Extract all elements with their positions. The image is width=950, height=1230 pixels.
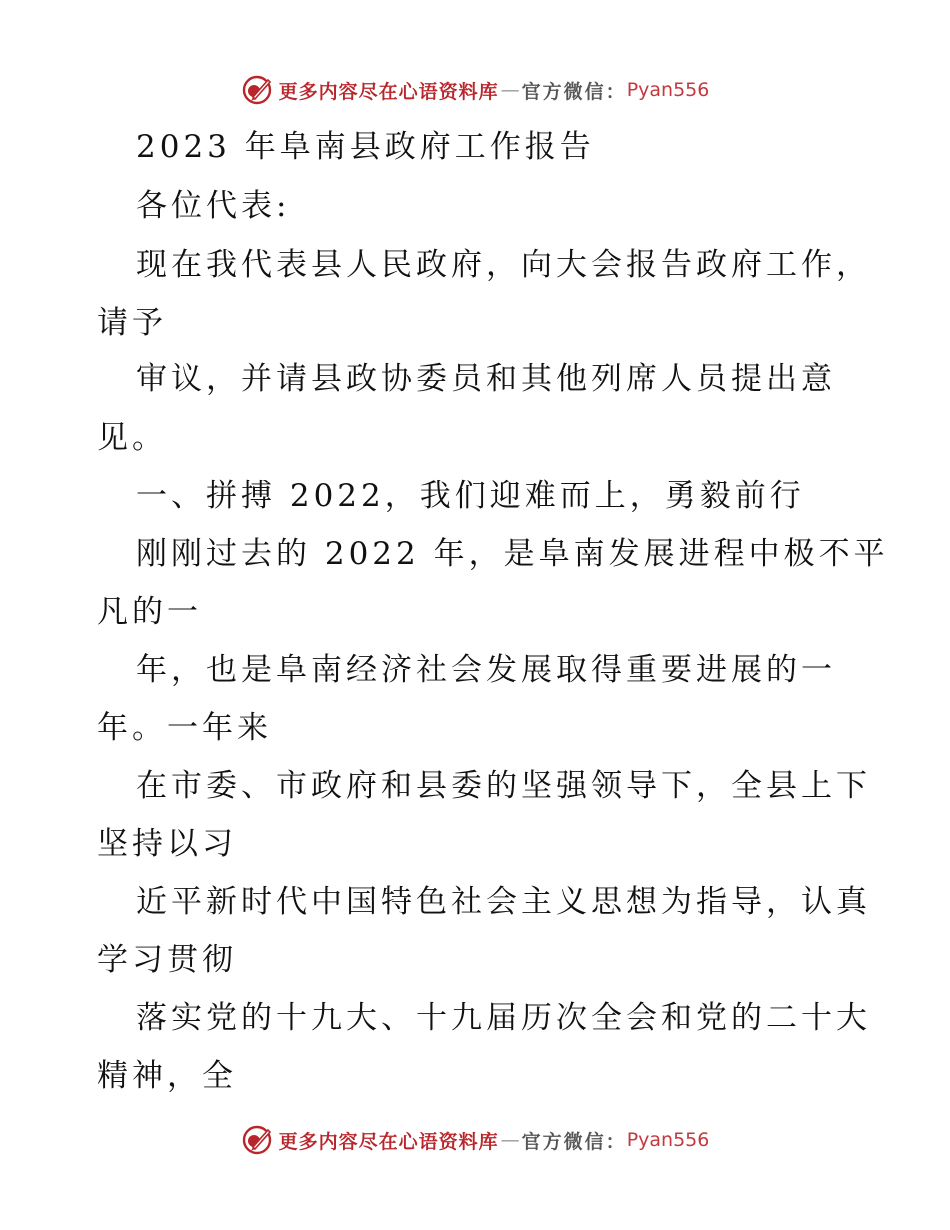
paragraph-line: 落实党的十九大、十九届历次全会和党的二十大 bbox=[136, 1000, 871, 1036]
watermark-slogan: 更多内容尽在心语资料库 bbox=[278, 80, 499, 103]
section-heading: 一、拼搏 2022，我们迎难而上，勇毅前行 bbox=[136, 478, 805, 514]
paragraph-line: 年。一年来 bbox=[97, 710, 272, 746]
watermark-wechat-label: 官方微信： bbox=[521, 80, 627, 103]
paragraph-line: 学习贯彻 bbox=[97, 942, 237, 978]
paragraph-line: 年，也是阜南经济社会发展取得重要进展的一 bbox=[136, 652, 836, 688]
paragraph-line: 在市委、市政府和县委的坚强领导下，全县上下 bbox=[136, 768, 871, 804]
paragraph-line: 近平新时代中国特色社会主义思想为指导，认真 bbox=[136, 884, 871, 920]
paragraph-line: 请予 bbox=[97, 305, 167, 341]
pen-logo-icon bbox=[241, 1124, 273, 1156]
watermark-wechat-id: Pyan556 bbox=[626, 1129, 710, 1151]
watermark-dash: — bbox=[500, 1129, 520, 1151]
pen-logo-icon bbox=[241, 74, 273, 106]
watermark-slogan: 更多内容尽在心语资料库 bbox=[278, 1130, 499, 1153]
paragraph-line: 审议，并请县政协委员和其他列席人员提出意 bbox=[136, 361, 836, 397]
paragraph-line: 见。 bbox=[97, 420, 167, 456]
paragraph-line: 精神，全 bbox=[97, 1058, 237, 1094]
watermark-wechat-label: 官方微信： bbox=[521, 1130, 627, 1153]
paragraph-line: 现在我代表县人民政府，向大会报告政府工作， bbox=[136, 247, 871, 283]
watermark-header bbox=[0, 70, 950, 110]
watermark-dash: — bbox=[500, 79, 520, 101]
watermark-wechat-id: Pyan556 bbox=[626, 79, 710, 101]
salutation: 各位代表: bbox=[136, 188, 291, 224]
document-title: 2023 年阜南县政府工作报告 bbox=[136, 129, 595, 165]
paragraph-line: 坚持以习 bbox=[97, 826, 237, 862]
paragraph-line: 凡的一 bbox=[97, 594, 202, 630]
paragraph-line: 刚刚过去的 2022 年，是阜南发展进程中极不平 bbox=[136, 536, 889, 572]
watermark-footer bbox=[0, 1120, 950, 1160]
